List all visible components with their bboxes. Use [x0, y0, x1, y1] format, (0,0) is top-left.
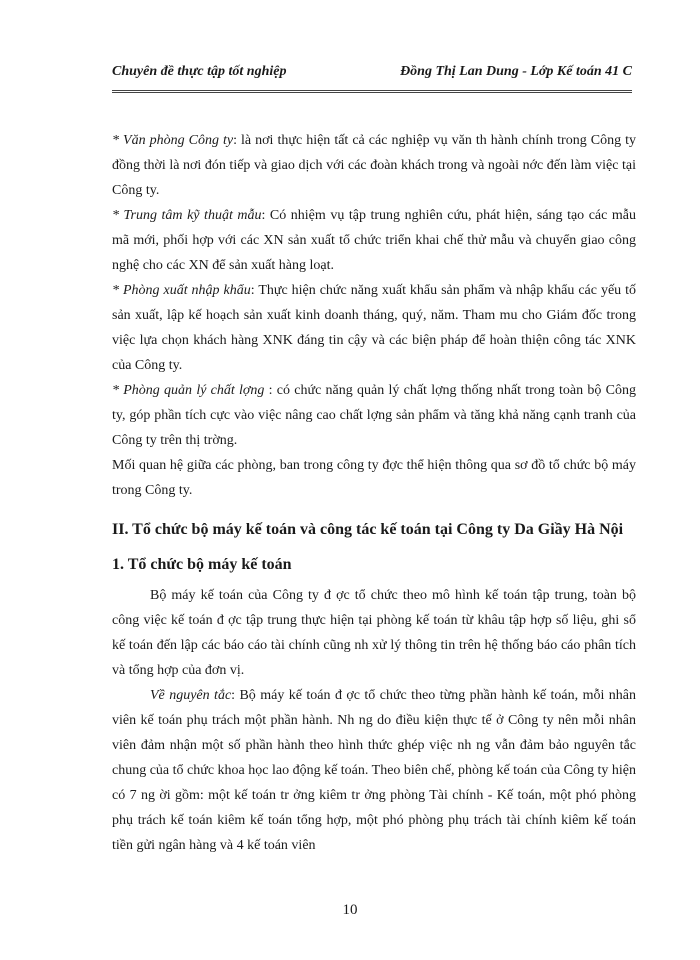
paragraph-relations — [112, 453, 636, 503]
section-title: II. Tổ chức bộ máy kế toán và công tác kế toán tại Công ty Da Giầy Hà Nội — [112, 521, 624, 538]
paragraph-text: Bộ máy kế toán của Công ty đ ợc tổ chức theo mô hình kế toán tập trung, toàn bộ công việc kế toán đ ợc tập trung thực hiện tại phòng kế toán từ khâu tập hợp số liệu, ghi sổ kế toán đến lập các báo cáo tài chính cũng nh xử lý thông tin trên hệ thống báo cáo phân tích và tổng hợp của đơn vị. — [112, 588, 636, 678]
paragraph-lead: * Trung tâm kỹ thuật mẫu — [112, 208, 262, 223]
paragraph-text: Mối quan hệ giữa các phòng, ban trong công ty đợc thể hiện thông qua sơ đồ tổ chức bộ máy trong Công ty. — [112, 458, 636, 498]
paragraph-technical-center — [112, 203, 636, 278]
header-divider — [112, 90, 632, 93]
paragraph-text: : là nơi thực hiện tất cả các nghiệp vụ văn th hành chính trong Công ty đồng thời là nơi đón tiếp và giao dịch với các đoàn khách trong và ngoài nớc đến làm việc tại Công ty. — [112, 133, 636, 198]
paragraph-lead: * Văn phòng Công ty — [112, 133, 234, 148]
paragraph-accounting-model — [112, 583, 636, 683]
document-body — [112, 128, 636, 858]
paragraph-quality — [112, 378, 636, 453]
header-document-title: Chuyên đề thực tập tốt nghiệp — [112, 64, 287, 79]
paragraph-lead: * Phòng quản lý chất lợng — [112, 383, 265, 398]
page-number: 10 — [342, 902, 358, 918]
paragraph-lead: * Phòng xuất nhập khẩu — [112, 283, 251, 298]
subsection-title: 1. Tổ chức bộ máy kế toán — [112, 556, 292, 573]
paragraph-import-export — [112, 278, 636, 378]
paragraph-text: : Thực hiện chức năng xuất khẩu sản phẩm và nhập khẩu các yếu tố sản xuất, lập kế hoạch sản xuất kinh doanh tháng, quý, năm. Tham mu cho Giám đốc trong việc lựa chọn khách hàng XNK đáng tin cậy và các biện pháp để hoàn thiện công tác XNK của Công ty. — [112, 283, 637, 373]
page-header — [112, 64, 632, 86]
paragraph-text: : có chức năng quản lý chất lợng thống nhất trong toàn bộ Công ty, góp phần tích cực vào việc nâng cao chất lợng sản phẩm và tăng khả năng cạnh tranh của Công ty trên thị trờng. — [112, 383, 636, 448]
header-author-class: Đồng Thị Lan Dung - Lớp Kế toán 41 C — [400, 64, 632, 79]
paragraph-office — [112, 128, 636, 203]
paragraph-principle — [112, 683, 636, 858]
paragraph-lead: Về nguyên tắc — [150, 688, 232, 703]
paragraph-text: : Có nhiệm vụ tập trung nghiên cứu, phát hiện, sáng tạo các mẫu mã mới, phối hợp với các XN sản xuất tổ chức triển khai chế thử mẫu và chuyển giao công nghệ cho các XN để sản xuất hàng loạt. — [112, 208, 637, 273]
paragraph-text: : Bộ máy kế toán đ ợc tổ chức theo từng phần hành kế toán, mỗi nhân viên kế toán phụ trách một phần hành. Nh ng do điều kiện thực tế ở Công ty nên mỗi nhân viên đảm nhận một số phần hành theo hình thức ghép việc nh ng vẫn đảm bảo nguyên tắc chung của tổ chức khoa học lao động kế toán. Theo biên chế, phòng kế toán của Công ty hiện có 7 ng ời gồm: một kế toán tr ởng kiêm tr ởng phòng Tài chính - Kế toán, một phó phòng phụ trách kế toán kiêm kế toán tổng hợp, một phó phòng phụ trách tài chính kiêm kế toán tiền gửi ngân hàng và 4 kế toán viên — [112, 688, 637, 853]
